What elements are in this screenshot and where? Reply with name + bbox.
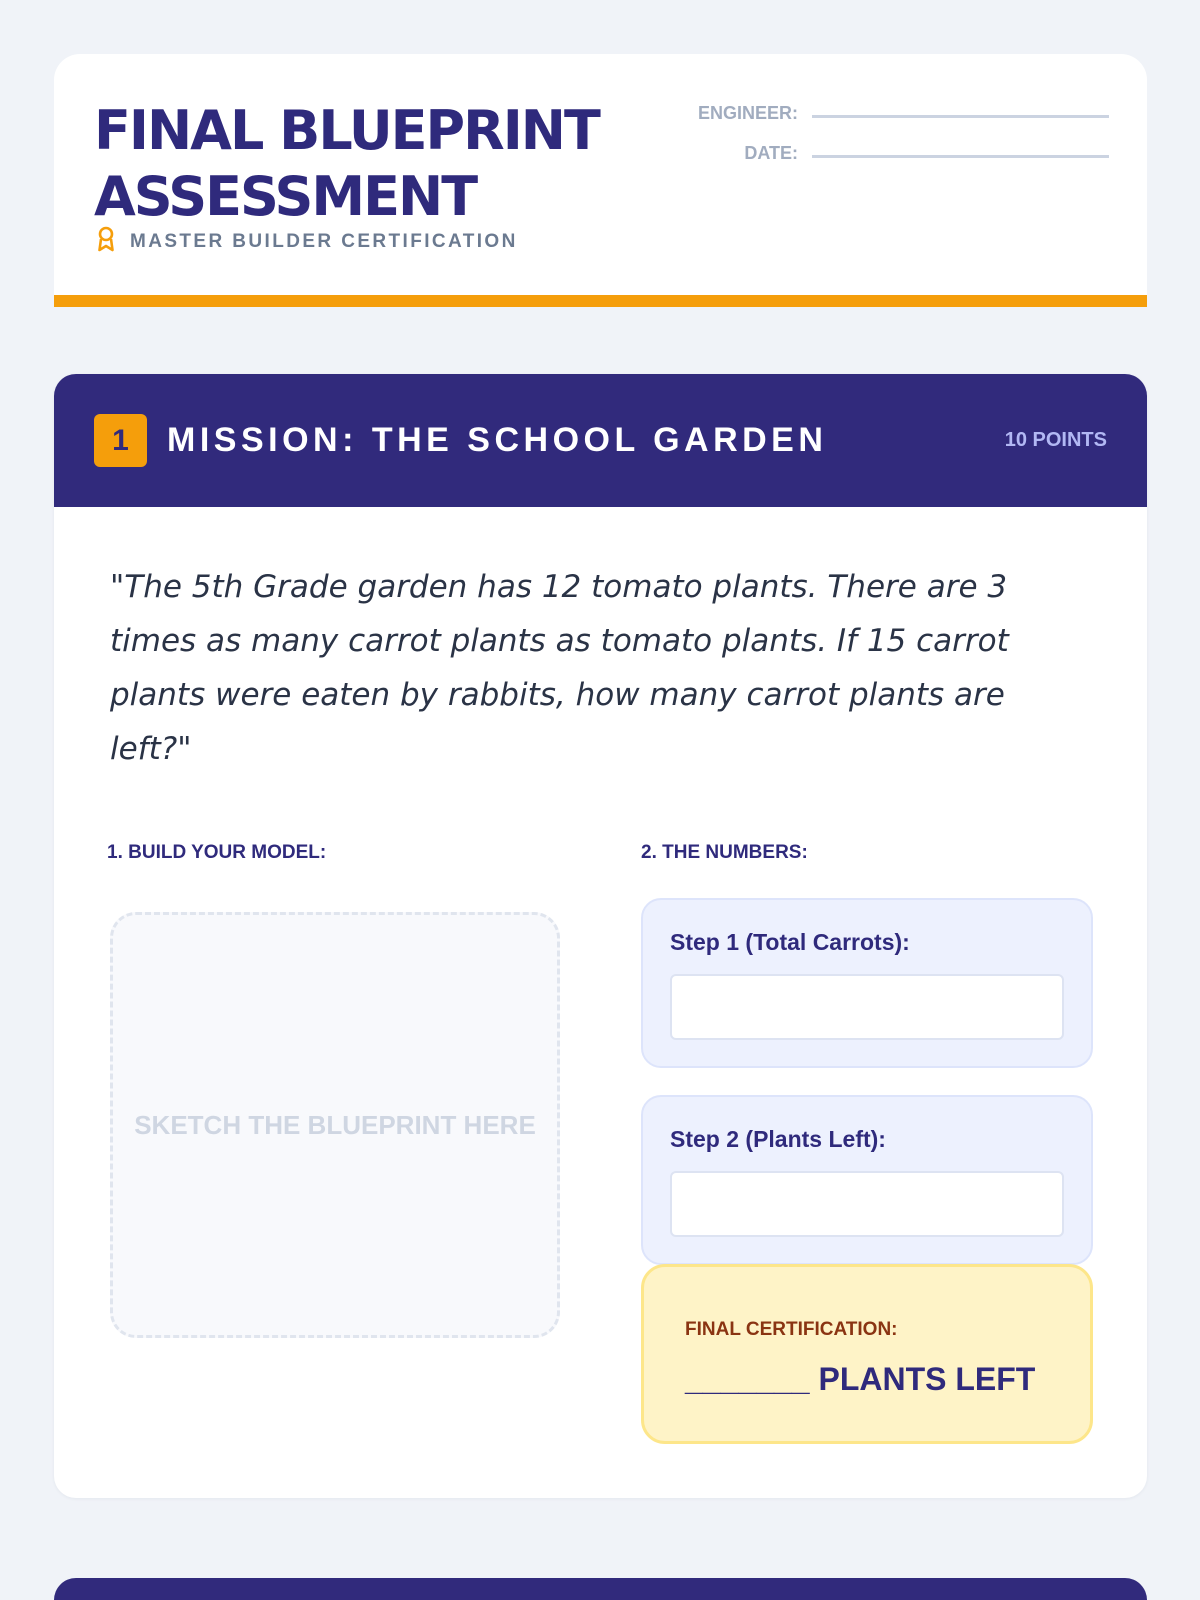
engineer-label: ENGINEER:: [697, 103, 798, 123]
meta-fields: [654, 94, 1109, 174]
mission-card: [54, 374, 1147, 1498]
subtitle-row: [96, 226, 518, 257]
step-2-label: Step 2 (Plants Left):: [670, 1126, 886, 1152]
step-2-box: [641, 1095, 1093, 1265]
final-certification-box: [641, 1264, 1093, 1444]
sketch-area[interactable]: [110, 912, 560, 1338]
step-1-input[interactable]: [670, 974, 1064, 1040]
page-title: FINAL BLUEPRINT ASSESSMENT: [94, 99, 599, 228]
mission-points: 10 POINTS: [1004, 429, 1107, 451]
final-certification-label: FINAL CERTIFICATION:: [685, 1319, 898, 1340]
engineer-field[interactable]: [812, 115, 1109, 118]
word-problem: "The 5th Grade garden has 12 tomato plants. There are 3 times as many carrot plants as tomato plants. If 15 carrot plants were eaten by rabbits, how many carrot plants are left?": [110, 569, 1009, 767]
mission-number-badge: 1: [94, 414, 147, 467]
mission-title: MISSION: THE SCHOOL GARDEN: [167, 421, 828, 459]
final-answer-blank[interactable]: _______: [685, 1361, 810, 1397]
header-accent-bar: [54, 295, 1147, 307]
next-mission-header: [54, 1578, 1147, 1600]
date-row: [654, 134, 1109, 164]
date-label: DATE:: [744, 143, 798, 163]
final-answer: [685, 1359, 1035, 1399]
sketch-hint: SKETCH THE BLUEPRINT HERE: [134, 1109, 536, 1140]
mission-header: [54, 374, 1147, 507]
step-1-box: [641, 898, 1093, 1068]
award-ribbon-icon: [96, 226, 116, 257]
engineer-row: [654, 94, 1109, 124]
model-label: 1. BUILD YOUR MODEL:: [107, 842, 327, 863]
step-1-label: Step 1 (Total Carrots):: [670, 929, 910, 955]
date-field[interactable]: [812, 155, 1109, 158]
final-answer-suffix: PLANTS LEFT: [818, 1361, 1036, 1397]
page-subtitle: MASTER BUILDER CERTIFICATION: [130, 230, 518, 252]
numbers-label: 2. THE NUMBERS:: [641, 842, 808, 863]
step-2-input[interactable]: [670, 1171, 1064, 1237]
assessment-header: [54, 54, 1147, 307]
